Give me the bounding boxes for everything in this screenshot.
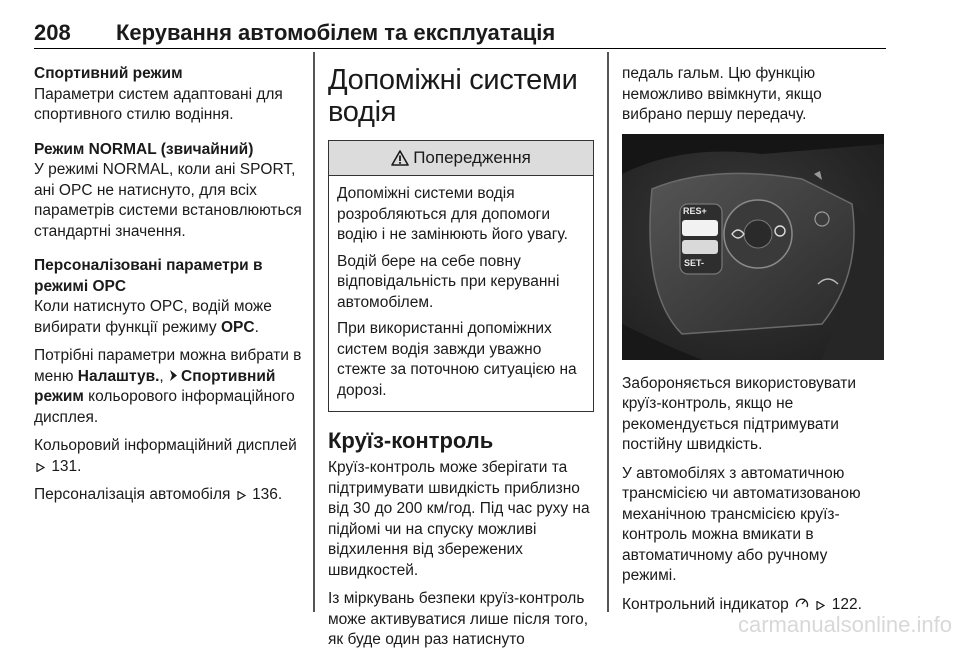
column-divider xyxy=(607,52,609,612)
section-title: Допоміжні системи водія xyxy=(328,64,578,128)
warning-paragraph: Допоміжні системи водія розробляються для допомоги водію і не замінюють його увагу. xyxy=(337,185,568,243)
indicator-page: 122. xyxy=(831,595,862,613)
punctuation: . xyxy=(254,318,259,336)
personal-heading: Персоналізовані параметри в режимі OPC xyxy=(34,257,263,295)
color-display-ref xyxy=(34,436,302,477)
sport-text: Параметри систем адаптовані для спортивного стилю водіння. xyxy=(34,85,283,123)
normal-text: У режимі NORMAL, коли ані SPORT, ані OPC не натиснуто, для всіх параметрів системи встановлюються стандартні значення. xyxy=(34,161,302,240)
warning-header xyxy=(329,141,593,176)
personal-text-1: Коли натиснуто OPC, водій може вибирати функції режиму xyxy=(34,298,272,336)
cruise-indicator-icon xyxy=(795,597,809,610)
automatic-text: У автомобілях з автоматичною трансмісією чи автоматизованою механічною трансмісією круїз-контроль можна вмикати в автоматичному або ручному режимі. xyxy=(622,464,861,584)
sport-section xyxy=(34,64,302,126)
column-middle xyxy=(328,64,594,659)
menu-sport-label: Спортивний режим xyxy=(34,367,276,405)
page-title: Керування автомобілем та експлуатація xyxy=(116,20,556,45)
indicator-text: Контрольний індикатор xyxy=(622,595,789,613)
menu-text-end: кольорового інформаційного дисплея. xyxy=(34,388,295,426)
color-display-page: 131. xyxy=(51,457,82,475)
personalization-page: 136. xyxy=(252,486,283,503)
page-header xyxy=(34,10,886,49)
sport-heading: Спортивний режим xyxy=(34,65,183,82)
res-label: RES+ xyxy=(683,205,707,216)
menu-settings-label: Налаштув. xyxy=(77,367,160,385)
cruise-paragraph: Круїз-контроль може зберігати та підтримувати швидкість приблизно від 30 до 200 км/год. Під час руху на підйомі чи на спуску можливі відхилення від збережених швидкостей. xyxy=(328,459,590,579)
warning-label: Попередження xyxy=(413,147,531,167)
personal-menu-text xyxy=(34,346,302,428)
column-divider xyxy=(313,52,315,612)
cruise-title: Круїз-контроль xyxy=(328,428,494,453)
personalization-ref xyxy=(34,485,302,506)
xref-arrow-icon xyxy=(816,601,825,610)
menu-arrow-icon xyxy=(169,369,178,382)
warning-paragraph: Водій бере на себе повну відповідальність при керуванні автомобілем. xyxy=(337,252,560,311)
warning-body xyxy=(329,176,593,411)
personal-section xyxy=(34,256,302,338)
separator: , xyxy=(159,367,169,385)
warning-box xyxy=(328,140,594,412)
xref-arrow-icon xyxy=(237,491,246,500)
warning-triangle-icon xyxy=(391,150,409,166)
xref-arrow-icon xyxy=(36,463,45,472)
cruise-paragraph: Із міркувань безпеки круїз-контроль може активуватися лише після того, як буде один раз натиснуто xyxy=(328,590,589,648)
personalization-text: Персоналізація автомобіля xyxy=(34,486,231,503)
brake-text: педаль гальм. Цю функцію неможливо ввімкнути, якщо вибрано першу передачу. xyxy=(622,65,822,123)
restriction-text: Забороняється використовувати круїз-контроль, якщо не рекомендується підтримувати постійну швидкість. xyxy=(622,374,856,453)
steering-wheel-photo xyxy=(622,134,884,360)
menu-text-start: Потрібні параметри можна вибрати в меню xyxy=(34,347,302,385)
column-right xyxy=(622,64,886,623)
color-display-text: Кольоровий інформаційний дисплей xyxy=(34,437,297,454)
watermark: carmanualsonline.info xyxy=(737,612,952,637)
set-label: SET- xyxy=(684,257,705,268)
warning-paragraph: При використанні допоміжних систем водія завжди уважно стежте за поточною ситуацією на дорозі. xyxy=(337,320,577,399)
column-left xyxy=(34,64,302,514)
normal-heading: Режим NORMAL (звичайний) xyxy=(34,140,254,158)
normal-section xyxy=(34,140,302,243)
page-number: 208 xyxy=(34,20,71,45)
opc-label: OPC xyxy=(220,318,255,336)
